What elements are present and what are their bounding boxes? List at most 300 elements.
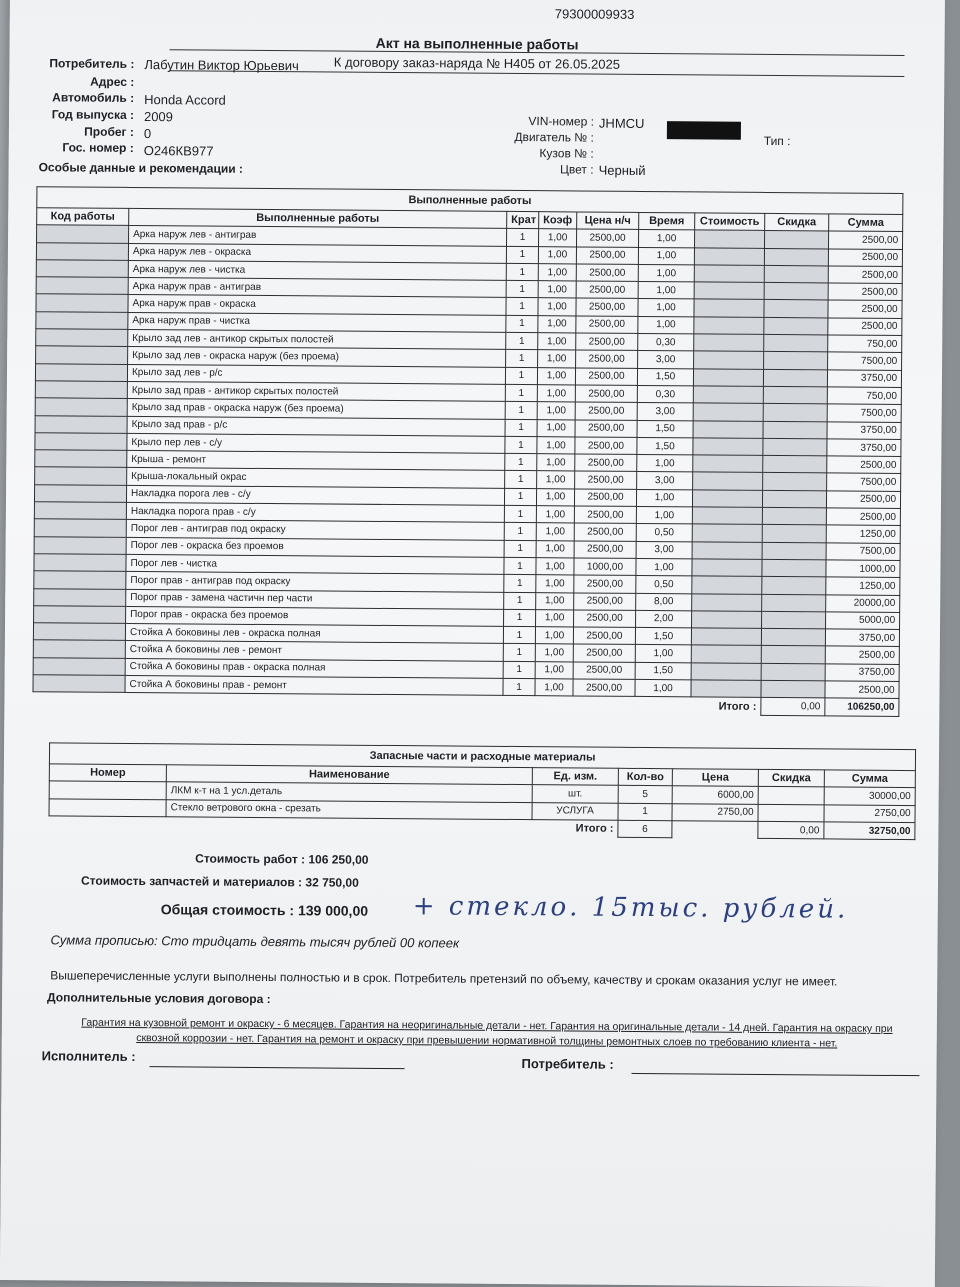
- work-cost: [694, 351, 764, 369]
- work-cost: [691, 628, 761, 646]
- part-name: Стекло ветрового окна - срезать: [166, 799, 532, 819]
- col-work: Выполненные работы: [129, 208, 507, 228]
- work-cost: [692, 542, 762, 560]
- work-coef: 1,00: [538, 281, 576, 299]
- work-name: Крыло зад лев - антикор скрытых полостей: [128, 330, 506, 350]
- work-discount: [762, 542, 826, 560]
- work-mult: 1: [504, 592, 536, 610]
- part-qty: 5: [618, 786, 672, 804]
- work-discount: [762, 594, 826, 612]
- work-sum: 7500,00: [828, 352, 902, 370]
- part-discount: [758, 804, 824, 822]
- part-unit: шт.: [532, 785, 618, 803]
- work-coef: 1,00: [536, 575, 574, 593]
- work-sum: 20000,00: [826, 594, 900, 612]
- work-name: Арка наруж прав - окраска: [128, 295, 506, 315]
- work-cost: [692, 490, 762, 508]
- part-unit: УСЛУГА: [532, 802, 618, 820]
- work-time: 1,00: [638, 299, 694, 317]
- work-time: 1,50: [637, 368, 693, 386]
- year-value: 2009: [143, 109, 173, 125]
- work-code: [35, 415, 127, 433]
- work-time: 2,00: [636, 610, 692, 628]
- work-code: [34, 554, 126, 572]
- work-discount: [761, 646, 825, 664]
- part-name: ЛКМ к-т на 1 усл.деталь: [166, 782, 532, 802]
- work-mult: 1: [506, 263, 538, 281]
- work-name: Крыша - ремонт: [127, 451, 505, 471]
- col-rate: Цена н/ч: [577, 212, 639, 230]
- consumer-label: Потребитель :: [49, 56, 135, 71]
- work-mult: 1: [503, 627, 535, 645]
- work-code: [36, 260, 128, 278]
- work-rate: 2500,00: [576, 247, 638, 265]
- work-time: 8,00: [636, 593, 692, 611]
- work-sum: 1250,00: [826, 577, 900, 595]
- work-sum: 3750,00: [825, 629, 899, 647]
- work-cost: [693, 420, 763, 438]
- work-coef: 1,00: [536, 488, 574, 506]
- part-price: 6000,00: [672, 786, 758, 804]
- work-code: [36, 311, 128, 329]
- work-rate: 2500,00: [575, 454, 637, 472]
- work-name: Порог лев - чистка: [126, 554, 504, 574]
- work-code: [36, 242, 128, 260]
- work-rate: 2500,00: [574, 575, 636, 593]
- work-cost: [692, 576, 762, 594]
- color-label: Цвет :: [559, 162, 594, 177]
- work-cost: [692, 611, 762, 629]
- work-time: 1,50: [635, 628, 691, 646]
- work-coef: 1,00: [538, 264, 576, 282]
- grand-total: Общая стоимость : 139 000,00: [160, 901, 369, 919]
- work-sum: 2500,00: [828, 266, 902, 284]
- work-sum: 3750,00: [827, 370, 901, 388]
- work-sum: 2500,00: [828, 283, 902, 301]
- work-sum: 2500,00: [828, 318, 902, 336]
- work-sum: 2500,00: [828, 249, 902, 267]
- work-mult: 1: [504, 488, 536, 506]
- work-sum: 2500,00: [826, 491, 900, 509]
- work-discount: [763, 369, 827, 387]
- part-price: 2750,00: [672, 803, 758, 821]
- work-time: 1,00: [639, 230, 695, 248]
- work-name: Стойка А боковины лев - окраска полная: [125, 624, 503, 644]
- col-sum: Сумма: [829, 214, 903, 232]
- work-coef: 1,00: [538, 298, 576, 316]
- part-sum: 2750,00: [824, 805, 915, 823]
- document-title: Акт на выполненные работы: [375, 34, 579, 53]
- work-discount: [762, 559, 826, 577]
- part-number: [49, 798, 166, 816]
- work-discount: [762, 525, 826, 543]
- work-time: 1,00: [635, 679, 691, 697]
- work-cost: [694, 282, 764, 300]
- work-sum: 2500,00: [828, 231, 902, 249]
- amount-in-words: Сумма прописью: Сто тридцать девять тысяч рублей 00 копеек: [50, 932, 460, 951]
- work-discount: [764, 283, 828, 301]
- work-cost: [693, 386, 763, 404]
- work-coef: 1,00: [535, 661, 573, 679]
- work-time: 1,50: [637, 420, 693, 438]
- work-name: Крыло зад прав - антикор скрытых полостей: [127, 381, 505, 401]
- work-time: 1,50: [635, 662, 691, 680]
- work-code: [36, 329, 128, 347]
- work-name: Крыша-локальный окрас: [127, 468, 505, 488]
- work-coef: 1,00: [535, 627, 573, 645]
- work-discount: [763, 473, 827, 491]
- work-cost: [693, 438, 763, 456]
- work-name: Накладка порога лев - с/у: [126, 485, 504, 505]
- consumer-signature-line: [632, 1073, 920, 1076]
- work-time: 1,00: [638, 247, 694, 265]
- work-time: 0,50: [636, 524, 692, 542]
- work-cost: [691, 663, 761, 681]
- parts-total-sum: 32750,00: [824, 822, 915, 840]
- parts-cost-total: Стоимость запчастей и материалов : 32 750,00: [80, 873, 359, 890]
- work-code: [36, 294, 128, 312]
- work-code: [34, 502, 126, 520]
- work-discount: [762, 577, 826, 595]
- parts-caption: Запасные части и расходные материалы: [49, 743, 915, 771]
- parts-total-discount: 0,00: [758, 821, 824, 839]
- work-name: Порог прав - окраска без проемов: [126, 606, 504, 626]
- work-time: 1,00: [636, 558, 692, 576]
- work-discount: [763, 386, 827, 404]
- work-discount: [764, 300, 828, 318]
- work-coef: 1,00: [536, 609, 574, 627]
- work-coef: 1,00: [536, 523, 574, 541]
- plate-label: Гос. номер :: [62, 140, 134, 155]
- work-sum: 3750,00: [825, 664, 899, 682]
- work-discount: [763, 404, 827, 422]
- work-time: 3,00: [637, 472, 693, 490]
- work-name: Стойка А боковины прав - окраска полная: [125, 658, 503, 678]
- work-code: [34, 588, 126, 606]
- work-mult: 1: [503, 661, 535, 679]
- plate-value: О246КВ977: [143, 143, 214, 159]
- work-name: Арка наруж прав - чистка: [128, 312, 506, 332]
- handwritten-note: + стекло. 15тыс. рублей.: [412, 891, 849, 925]
- col-mult: Крат: [507, 211, 539, 229]
- work-rate: 2500,00: [573, 644, 635, 662]
- work-mult: 1: [503, 678, 535, 696]
- work-time: 1,00: [638, 282, 694, 300]
- work-time: 0,30: [637, 385, 693, 403]
- work-cost: [694, 334, 764, 352]
- work-coef: 1,00: [537, 385, 575, 403]
- work-discount: [764, 265, 828, 283]
- work-rate: 2500,00: [573, 662, 635, 680]
- work-code: [35, 398, 127, 416]
- works-caption: Выполненные работы: [37, 187, 903, 215]
- work-discount: [761, 629, 825, 647]
- work-rate: 2500,00: [574, 523, 636, 541]
- work-rate: 2500,00: [573, 679, 635, 697]
- work-time: 1,50: [637, 437, 693, 455]
- work-time: 0,50: [636, 576, 692, 594]
- work-sum: 750,00: [827, 387, 901, 405]
- col-unit: Ед. изм.: [532, 768, 618, 786]
- work-cost: [691, 645, 761, 663]
- work-sum: 5000,00: [826, 612, 900, 630]
- work-name: Накладка порога прав - с/у: [126, 502, 504, 522]
- work-sum: 2500,00: [825, 681, 899, 699]
- work-time: 1,00: [637, 455, 693, 473]
- work-cost: [694, 299, 764, 317]
- work-code: [34, 484, 126, 502]
- work-rate: 2500,00: [575, 471, 637, 489]
- work-coef: 1,00: [537, 437, 575, 455]
- work-coef: 1,00: [536, 592, 574, 610]
- part-discount: [758, 787, 824, 805]
- car-label: Автомобиль :: [52, 90, 135, 105]
- work-sum: 7500,00: [826, 543, 900, 561]
- work-coef: 1,00: [537, 454, 575, 472]
- parts-table: [48, 742, 916, 840]
- col-name: Наименование: [166, 765, 532, 785]
- work-rate: 2500,00: [573, 627, 635, 645]
- work-mult: 1: [505, 454, 537, 472]
- work-name: Крыло зад лев - окраска наруж (без проема): [128, 347, 506, 367]
- work-name: Крыло зад лев - р/с: [127, 364, 505, 384]
- work-coef: 1,00: [535, 644, 573, 662]
- work-sum: 750,00: [828, 335, 902, 353]
- work-code: [35, 450, 127, 468]
- col-number: Номер: [49, 764, 166, 782]
- work-mult: 1: [505, 471, 537, 489]
- work-coef: 1,00: [536, 506, 574, 524]
- work-rate: 2500,00: [576, 264, 638, 282]
- work-cost: [692, 593, 762, 611]
- work-time: 1,00: [636, 506, 692, 524]
- col-code: Код работы: [37, 208, 129, 226]
- work-code: [36, 277, 128, 295]
- work-discount: [761, 663, 825, 681]
- work-discount: [764, 335, 828, 353]
- consumer-sign-label: Потребитель :: [521, 1056, 614, 1072]
- works-table: [32, 186, 903, 716]
- work-sum: 2500,00: [828, 300, 902, 318]
- work-code: [33, 675, 125, 693]
- work-mult: 1: [505, 402, 537, 420]
- color-value: Черный: [598, 162, 646, 178]
- col-discount: Скидка: [765, 213, 829, 231]
- mileage-label: Пробег :: [84, 124, 134, 139]
- col-qty: Кол-во: [618, 768, 672, 786]
- work-mult: 1: [504, 523, 536, 541]
- work-rate: 2500,00: [575, 368, 637, 386]
- work-sum: 1250,00: [826, 525, 900, 543]
- year-label: Год выпуска :: [51, 107, 135, 122]
- work-coef: 1,00: [538, 333, 576, 351]
- work-name: Крыло зад прав - р/с: [127, 416, 505, 436]
- work-discount: [762, 490, 826, 508]
- work-rate: 2500,00: [576, 350, 638, 368]
- work-discount: [763, 438, 827, 456]
- work-time: 3,00: [637, 403, 693, 421]
- work-coef: 1,00: [537, 402, 575, 420]
- work-sum: 2500,00: [825, 646, 899, 664]
- work-name: Порог лев - антиграв под окраску: [126, 520, 504, 540]
- work-name: Арка наруж лев - окраска: [128, 243, 506, 263]
- work-cost: [694, 230, 764, 248]
- work-time: 1,00: [636, 489, 692, 507]
- work-sum: 2500,00: [826, 508, 900, 526]
- work-discount: [763, 456, 827, 474]
- work-code: [35, 363, 127, 381]
- work-discount: [764, 248, 828, 266]
- work-sum: 7500,00: [827, 404, 901, 422]
- work-cost: [693, 455, 763, 473]
- work-time: 3,00: [638, 351, 694, 369]
- work-sum: 3750,00: [827, 439, 901, 457]
- type-label: Тип :: [763, 133, 791, 149]
- work-code: [33, 623, 125, 641]
- vin-value: JHMCU: [598, 115, 645, 131]
- work-code: [34, 536, 126, 554]
- work-rate: 2500,00: [575, 420, 637, 438]
- work-code: [35, 433, 127, 451]
- special-data-label: Особые данные и рекомендации :: [38, 160, 244, 176]
- part-number: [49, 781, 166, 799]
- work-cost: [693, 403, 763, 421]
- work-code: [35, 381, 127, 399]
- col-coef: Коэф: [539, 212, 577, 230]
- work-discount: [764, 231, 828, 249]
- work-coef: 1,00: [538, 246, 576, 264]
- work-time: 3,00: [636, 541, 692, 559]
- work-cost: [694, 265, 764, 283]
- work-coef: 1,00: [537, 471, 575, 489]
- mileage-value: 0: [143, 126, 152, 142]
- work-rate: 2500,00: [575, 402, 637, 420]
- work-coef: 1,00: [538, 350, 576, 368]
- document-subtitle: К договору заказ-наряда № Н405 от 26.05.2025: [333, 54, 621, 72]
- work-mult: 1: [506, 332, 538, 350]
- work-mult: 1: [507, 229, 539, 247]
- work-cost: [694, 247, 764, 265]
- work-mult: 1: [504, 540, 536, 558]
- work-coef: 1,00: [537, 367, 575, 385]
- work-rate: 2500,00: [576, 281, 638, 299]
- executor-label: Исполнитель :: [41, 1048, 136, 1065]
- work-name: Крыло пер лев - с/у: [127, 433, 505, 453]
- conditions-line-1: Гарантия на кузовной ремонт и окраску - 6 месяцев. Гарантия на неоригинальные детали - нет. Гарантия на оригинальные детали - 14 дней. Гарантия на окраску при: [81, 1016, 893, 1035]
- work-cost: [694, 317, 764, 335]
- work-coef: 1,00: [536, 558, 574, 576]
- car-value: Honda Accord: [144, 92, 226, 108]
- work-code: [33, 640, 125, 658]
- executor-signature-line: [150, 1066, 405, 1069]
- work-coef: 1,00: [537, 419, 575, 437]
- work-mult: 1: [505, 436, 537, 454]
- parts-total-qty: 6: [618, 820, 672, 838]
- work-sum: 7500,00: [827, 473, 901, 491]
- work-mult: 1: [505, 419, 537, 437]
- work-mult: 1: [506, 350, 538, 368]
- completion-statement: Вышеперечисленные услуги выполнены полностью и в срок. Потребитель претензий по объему, качеству и срокам оказания услуг не имеет.: [50, 968, 838, 989]
- work-mult: 1: [505, 367, 537, 385]
- work-rate: 2500,00: [577, 229, 639, 247]
- work-name: Стойка А боковины лев - ремонт: [125, 641, 503, 661]
- work-code: [37, 225, 129, 243]
- work-sum: 1000,00: [826, 560, 900, 578]
- work-name: Крыло зад прав - окраска наруж (без проема): [127, 399, 505, 419]
- work-name: Стойка А боковины прав - ремонт: [125, 675, 503, 695]
- col-cost: Стоимость: [695, 213, 765, 231]
- works-total-label: Итого :: [718, 700, 757, 713]
- work-discount: [764, 317, 828, 335]
- work-name: Арка наруж лев - чистка: [128, 260, 506, 280]
- work-cost: [693, 369, 763, 387]
- engine-label: Двигатель № :: [514, 129, 594, 145]
- work-rate: 2500,00: [574, 506, 636, 524]
- work-code: [35, 467, 127, 485]
- body-label: Кузов № :: [539, 146, 594, 161]
- work-cost: [693, 472, 763, 490]
- works-total-discount: 0,00: [761, 698, 825, 716]
- work-name: Порог лев - окраска без проемов: [126, 537, 504, 557]
- work-cost: [692, 507, 762, 525]
- work-discount: [762, 507, 826, 525]
- work-mult: 1: [504, 505, 536, 523]
- work-mult: 1: [506, 281, 538, 299]
- conditions-line-2: сквозной коррозии - нет. Гарантия на ремонт и окраску при превышении нормативной толщины ремонтных слоев по требованию клиента - нет.: [136, 1032, 838, 1050]
- work-code: [34, 606, 126, 624]
- work-time: 1,00: [635, 645, 691, 663]
- work-discount: [762, 611, 826, 629]
- work-mult: 1: [504, 557, 536, 575]
- part-qty: 1: [618, 803, 672, 821]
- work-code: [36, 346, 128, 364]
- work-mult: 1: [504, 609, 536, 627]
- work-rate: 2500,00: [576, 333, 638, 351]
- col-parts-discount: Скидка: [758, 769, 824, 787]
- work-discount: [761, 680, 825, 698]
- work-rate: 2500,00: [574, 489, 636, 507]
- work-time: 1,00: [638, 316, 694, 334]
- top-number: 79300009933: [554, 6, 635, 22]
- work-code: [33, 657, 125, 675]
- work-name: Порог прав - замена частичн пер части: [126, 589, 504, 609]
- work-cost: [691, 680, 761, 698]
- work-discount: [764, 352, 828, 370]
- works-cost-total: Стоимость работ : 106 250,00: [195, 851, 369, 867]
- work-mult: 1: [504, 575, 536, 593]
- part-sum: 30000,00: [824, 787, 915, 805]
- work-coef: 1,00: [539, 229, 577, 247]
- work-discount: [763, 421, 827, 439]
- work-cost: [692, 559, 762, 577]
- work-sum: 2500,00: [827, 456, 901, 474]
- work-name: Порог прав - антиграв под окраску: [126, 572, 504, 592]
- work-rate: 2500,00: [574, 592, 636, 610]
- work-rate: 2500,00: [575, 437, 637, 455]
- col-parts-sum: Сумма: [824, 770, 915, 788]
- work-mult: 1: [506, 298, 538, 316]
- vin-label: VIN-номер :: [528, 114, 595, 129]
- work-mult: 1: [503, 644, 535, 662]
- parts-total-label: Итого :: [575, 822, 614, 836]
- work-rate: 2500,00: [575, 385, 637, 403]
- work-name: Арка наруж лев - антиграв: [129, 226, 507, 246]
- col-price: Цена: [672, 769, 758, 787]
- work-mult: 1: [505, 384, 537, 402]
- work-coef: 1,00: [536, 540, 574, 558]
- work-sum: 3750,00: [827, 421, 901, 439]
- work-mult: 1: [506, 315, 538, 333]
